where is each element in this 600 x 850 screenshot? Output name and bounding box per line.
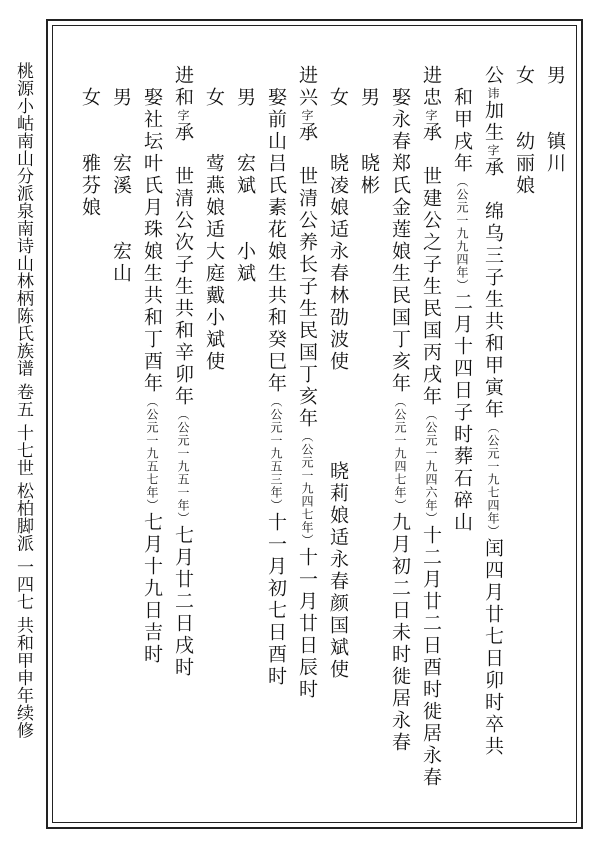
entry-text: 和甲戌年 (451, 65, 473, 175)
entry-text: 进忠 (420, 65, 442, 109)
entry-text: 二月十四日子时葬石碎山 (451, 292, 473, 534)
entry-text: 娶永春郑氏金莲娘生民国丁亥年 (389, 65, 411, 395)
entry-text: 承 绵乌三子生共和甲寅年 (482, 157, 504, 421)
volume-label: 卷五 (13, 382, 33, 418)
text-column (509, 65, 539, 197)
text-column (137, 65, 167, 666)
branch-label: 松柏脚派 (13, 482, 33, 553)
text-column (261, 65, 291, 688)
annotation-text: （公元一九九四年） (455, 175, 469, 292)
entry-text: 九月初二日未时徙居永春 (389, 512, 411, 754)
entry-text: 男 宏溪 宏山 (110, 65, 132, 285)
text-column (168, 65, 198, 679)
annotation-text: （公元一九四七年） (300, 430, 314, 547)
entry-text: 男 宏斌 小斌 (234, 65, 256, 285)
text-column (540, 65, 570, 175)
text-column (385, 65, 415, 754)
annotation-text: 字 (424, 109, 438, 122)
entry-text: 承 世清公养长子生民国丁亥年 (296, 122, 318, 430)
annotation-text: 字 (300, 109, 314, 122)
text-column (416, 65, 446, 789)
entry-text: 加生 (482, 100, 504, 144)
entry-text: 进兴 (296, 65, 318, 109)
annotation-text: （公元一九七四年） (486, 421, 500, 538)
text-column (75, 65, 105, 219)
text-column (354, 65, 384, 197)
text-column (447, 65, 477, 534)
book-title: 桃源小岵南山分派泉南诗山林柄陈氏族谱 (13, 62, 33, 377)
text-column (230, 65, 260, 285)
entry-text: 男 晓彬 (358, 65, 380, 197)
annotation-text: （公元一九四六年） (424, 408, 438, 525)
entry-text: 女 莺燕娘适大庭戴小斌使 (203, 65, 225, 373)
text-column (199, 65, 229, 373)
entry-text: 女 晓凌娘适永春林劭波使 晓莉娘适永春颜国斌使 (327, 65, 349, 681)
annotation-text: （公元一九五七年） (145, 395, 159, 512)
entry-text: 十二月廿二日酉时徙居永春 (420, 525, 442, 789)
annotation-text: （公元一九五三年） (269, 395, 283, 512)
entry-text: 十一月廿日辰时 (296, 547, 318, 701)
entry-text: 十一月初七日酉时 (265, 512, 287, 688)
entry-text: 闰四月廿七日卯时卒共 (482, 538, 504, 758)
entry-text: 男 镇川 (544, 65, 566, 175)
entry-text: 七月十九日吉时 (141, 512, 163, 666)
page-number: 一四七 (13, 558, 33, 611)
entry-text: 承 世建公之子生民国丙戌年 (420, 122, 442, 408)
text-column (478, 65, 508, 758)
entry-text: 七月廿二日戌时 (172, 525, 194, 679)
text-column (106, 65, 136, 285)
entry-text: 娶社坛叶氏月珠娘生共和丁酉年 (141, 65, 163, 395)
annotation-text: （公元一九五一年） (176, 408, 190, 525)
entry-text: 女 幼丽娘 (513, 65, 535, 197)
annotation-text: 字 (176, 109, 190, 122)
annotation-text: 讳 (486, 87, 500, 100)
entry-text: 娶前山吕氏素花娘生共和癸巳年 (265, 65, 287, 395)
entry-text: 女 雅芬娘 (79, 65, 101, 219)
margin-title (10, 62, 36, 739)
text-column (323, 65, 353, 681)
annotation-text: （公元一九四七年） (393, 395, 407, 512)
generation-label: 十七世 (13, 423, 33, 477)
text-column (292, 65, 322, 701)
entry-text: 进和 (172, 65, 194, 109)
edition-label: 共和甲申年续修 (13, 616, 33, 740)
entry-text: 公 (482, 65, 504, 87)
entry-text: 承 世清公次子生共和辛卯年 (172, 122, 194, 408)
annotation-text: 字 (486, 144, 500, 157)
